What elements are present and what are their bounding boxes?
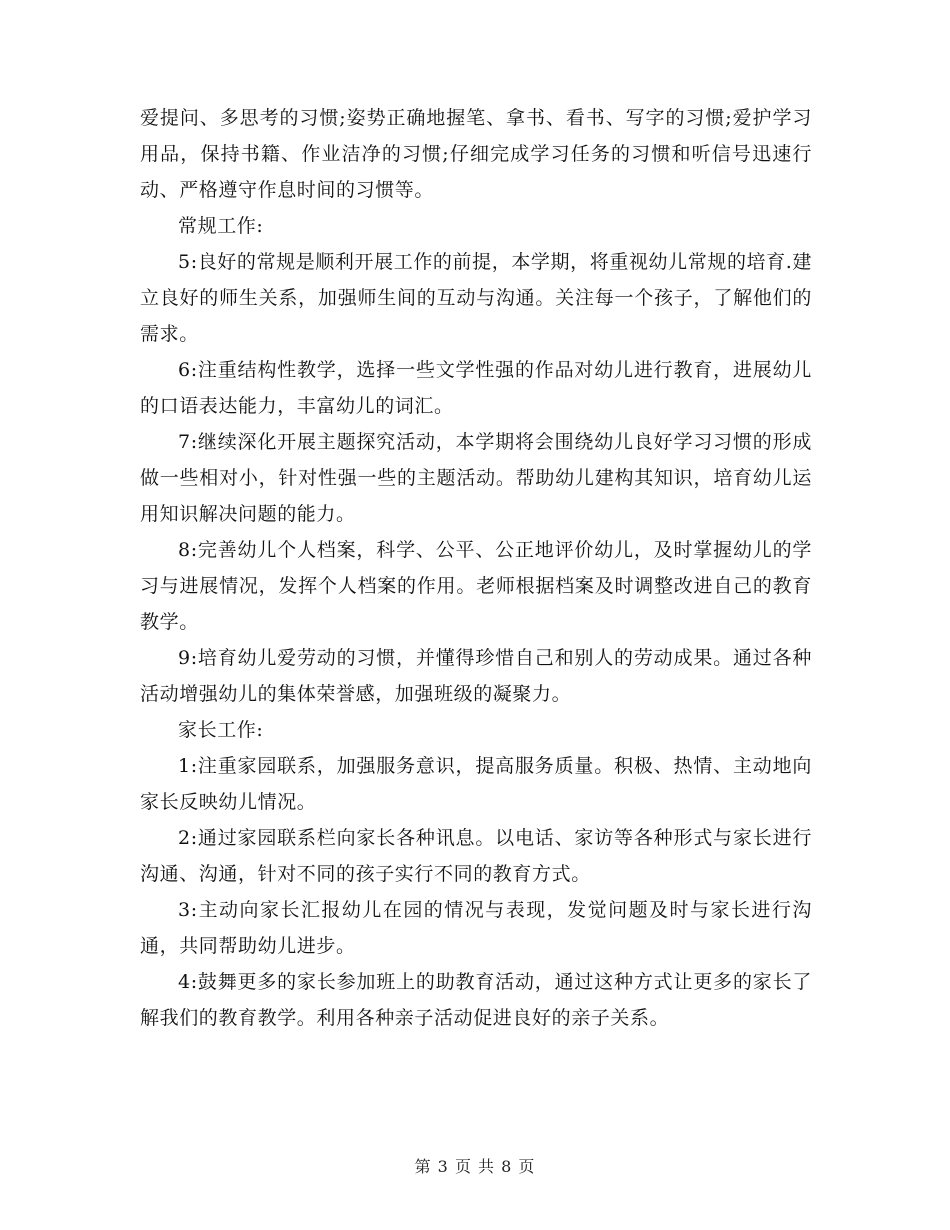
page-number-footer: 第 3 页 共 8 页 — [414, 1157, 536, 1176]
paragraph-item-7: 7:继续深化开展主题探究活动，本学期将会围绕幼儿良好学习习惯的形成做一些相对小，针对性强一些的主题活动。帮助幼儿建构其知识，培育幼儿运用知识解决问题的能力。 — [140, 431, 812, 525]
paragraph-parent-item-1: 1:注重家园联系，加强服务意识，提高服务质量。积极、热情、主动地向家长反映幼儿情况。 — [140, 755, 812, 813]
section-heading-routine-work: 常规工作: — [178, 215, 264, 237]
paragraph-parent-item-4: 4:鼓舞更多的家长参加班上的助教育活动，通过这种方式让更多的家长了解我们的教育教学。利用各种亲子活动促进良好的亲子关系。 — [140, 971, 812, 1029]
paragraph-habits-continued: 爱提问、多思考的习惯;姿势正确地握笔、拿书、看书、写字的习惯;爱护学习用品，保持书籍、作业洁净的习惯;仔细完成学习任务的习惯和听信号迅速行动、严格遵守作息时间的习惯等。 — [140, 107, 812, 201]
paragraph-parent-item-2: 2:通过家园联系栏向家长各种讯息。以电话、家访等各种形式与家长进行沟通、沟通，针对不同的孩子实行不同的教育方式。 — [140, 827, 812, 885]
paragraph-parent-item-3: 3:主动向家长汇报幼儿在园的情况与表现，发觉问题及时与家长进行沟通，共同帮助幼儿进步。 — [140, 899, 812, 957]
section-heading-parent-work: 家长工作: — [178, 719, 264, 741]
document-body — [140, 100, 812, 1036]
paragraph-item-6: 6:注重结构性教学，选择一些文学性强的作品对幼儿进行教育，进展幼儿的口语表达能力，丰富幼儿的词汇。 — [140, 359, 812, 417]
paragraph-item-8: 8:完善幼儿个人档案，科学、公平、公正地评价幼儿，及时掌握幼儿的学习与进展情况，发挥个人档案的作用。老师根据档案及时调整改进自己的教育教学。 — [140, 539, 812, 633]
paragraph-item-5: 5:良好的常规是顺利开展工作的前提，本学期，将重视幼儿常规的培育.建立良好的师生关系，加强师生间的互动与沟通。关注每一个孩子，了解他们的需求。 — [140, 251, 812, 345]
paragraph-item-9: 9:培育幼儿爱劳动的习惯，并懂得珍惜自己和别人的劳动成果。通过各种活动增强幼儿的集体荣誉感，加强班级的凝聚力。 — [140, 647, 812, 705]
